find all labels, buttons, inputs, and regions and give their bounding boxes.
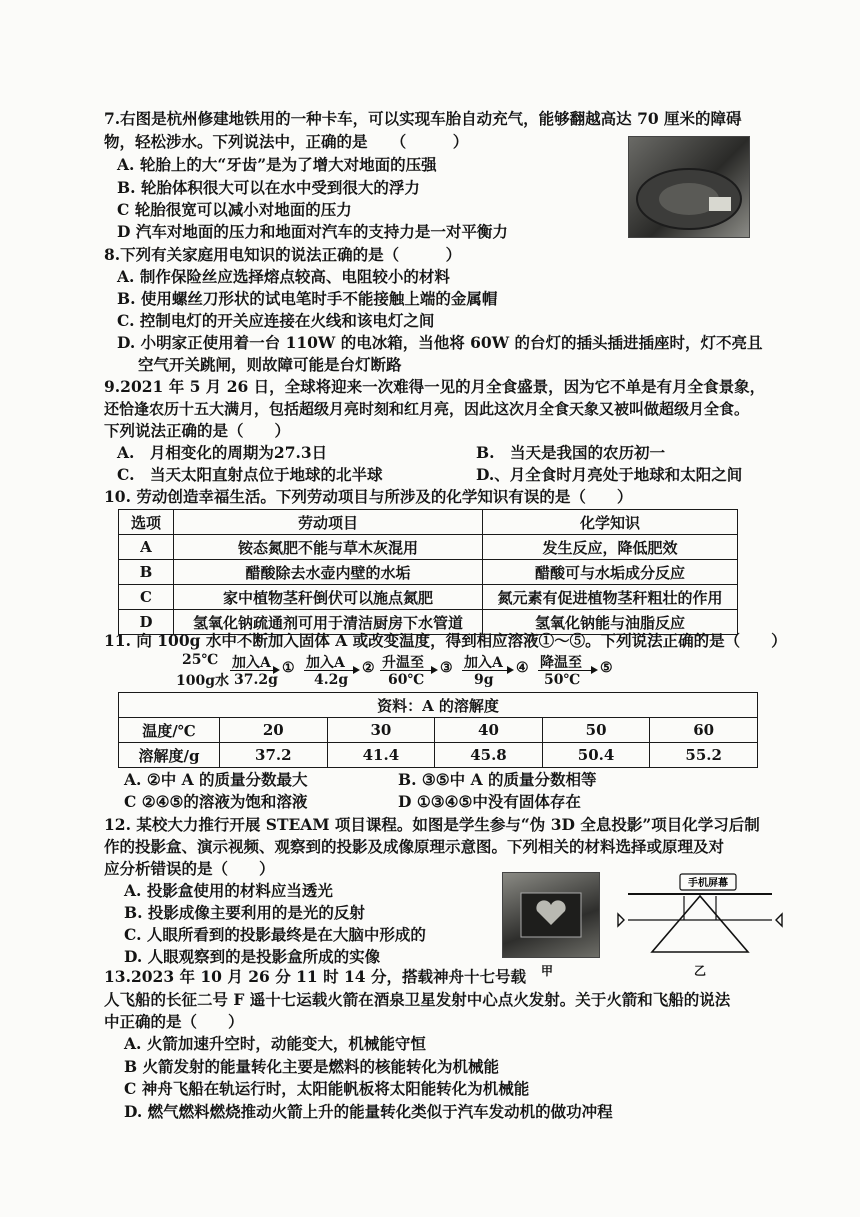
solubility-cell: 37.2 bbox=[220, 743, 328, 768]
row-chem-knowledge: 发生反应，降低肥效 bbox=[483, 535, 738, 560]
step3-top: 升温至 bbox=[382, 655, 424, 671]
arrow-4 bbox=[462, 670, 512, 671]
row-option: B bbox=[119, 560, 174, 585]
q12-option-c: C. 人眼所看到的投影最终是在大脑中形成的 bbox=[124, 925, 426, 944]
solubility-cell: 50.4 bbox=[542, 743, 650, 768]
arrow-3 bbox=[380, 670, 436, 671]
result-5: ⑤ bbox=[600, 660, 613, 676]
q7-option-b: B. 轮胎体积很大可以在水中受到很大的浮力 bbox=[117, 178, 420, 197]
q13-stem-line1: 13.2023 年 10 月 26 分 11 时 14 分，搭载神舟十七号载 bbox=[104, 967, 526, 986]
row-chem-knowledge: 氢氧化钠能与油脂反应 bbox=[483, 610, 738, 635]
phone-screen-label: 手机屏幕 bbox=[688, 878, 728, 889]
row-option: C bbox=[119, 585, 174, 610]
q7-option-c: C 轮胎很宽可以减小对地面的压力 bbox=[117, 200, 352, 219]
q9-option-d: D.、月全食时月亮处于地球和太阳之间 bbox=[476, 465, 743, 484]
q8-option-d-line2: 空气开关跳闸，则故障可能是台灯断路 bbox=[138, 355, 402, 374]
result-4: ④ bbox=[516, 660, 529, 676]
q9-stem-line2: 还恰逢农历十五大满月，包括超级月亮时刻和红月亮，因此这次月全食天象又被叫做超级月全食。 bbox=[104, 400, 750, 418]
q11-option-d: D ①③④⑤中没有固体存在 bbox=[398, 792, 581, 811]
q8-option-b: B. 使用螺丝刀形状的试电笔时手不能接触上端的金属帽 bbox=[117, 289, 498, 308]
q11-option-a: A. ②中 A 的质量分数最大 bbox=[124, 770, 308, 789]
step1-top: 加入A bbox=[232, 655, 271, 671]
q9-option-a: A. 月相变化的周期为27.3日 bbox=[117, 443, 328, 462]
q13-option-d: D. 燃气燃料燃烧推动火箭上升的能量转化类似于汽车发动机的做功冲程 bbox=[124, 1102, 613, 1121]
table-row bbox=[119, 718, 758, 743]
q12-stem-line1: 12. 某校大力推行开展 STEAM 项目课程。如图是学生参与“伪 3D 全息投影”项目化学习后制 bbox=[104, 815, 760, 834]
truck-tire-photo bbox=[628, 136, 750, 238]
q11-stem: 11. 向 100g 水中不断加入固体 A 或改变温度，得到相应溶液①～⑤。下列说法正确的是（ ） bbox=[104, 631, 787, 650]
row-chem-knowledge: 醋酸可与水垢成分反应 bbox=[483, 560, 738, 585]
step1-bottom: 37.2g bbox=[234, 672, 278, 688]
q12-stem-line2: 作的投影盒、演示视频、观察到的投影及成像原理示意图。下列相关的材料选择或原理及对 bbox=[104, 837, 725, 856]
figure-jia-label: 甲 bbox=[541, 964, 554, 978]
step2-top: 加入A bbox=[306, 655, 345, 671]
start-temp: 25℃ bbox=[182, 652, 219, 668]
q11-option-c: C ②④⑤的溶液为饱和溶液 bbox=[124, 792, 308, 811]
temp-cell: 50 bbox=[542, 718, 650, 743]
solubility-label: 溶解度/g bbox=[119, 743, 220, 768]
q9-stem-line3: 下列说法正确的是（ ） bbox=[104, 421, 291, 440]
arrow-2 bbox=[304, 670, 358, 671]
header-option: 选项 bbox=[119, 510, 174, 535]
solubility-cell: 41.4 bbox=[327, 743, 435, 768]
solubility-cell: 45.8 bbox=[435, 743, 543, 768]
q8-stem: 8.下列有关家庭用电知识的说法正确的是（ ） bbox=[104, 245, 462, 264]
row-option: A bbox=[119, 535, 174, 560]
result-2: ② bbox=[362, 660, 375, 676]
solubility-table-title: 资料：A 的溶解度 bbox=[119, 693, 758, 718]
q7-option-a: A. 轮胎上的大“牙齿”是为了增大对地面的压强 bbox=[117, 155, 437, 174]
truck-tire-illustration bbox=[629, 137, 749, 237]
q11-option-b: B. ③⑤中 A 的质量分数相等 bbox=[398, 770, 597, 789]
table-row bbox=[119, 585, 738, 610]
q10-table bbox=[118, 509, 738, 635]
solubility-cell: 55.2 bbox=[650, 743, 758, 768]
table-row bbox=[119, 535, 738, 560]
table-header-row bbox=[119, 510, 738, 535]
q13-option-a: A. 火箭加速升空时，动能变大，机械能守恒 bbox=[124, 1034, 426, 1053]
q9-stem-line1: 9.2021 年 5 月 26 日，全球将迎来一次难得一见的月全食盛景，因为它不单是有月全食景象， bbox=[104, 377, 766, 396]
q8-option-c: C. 控制电灯的开关应连接在火线和该电灯之间 bbox=[117, 311, 435, 330]
row-labor-item: 醋酸除去水壶内壁的水垢 bbox=[174, 560, 483, 585]
start-water: 100g水 bbox=[176, 673, 230, 689]
q7-option-d: D 汽车对地面的压力和地面对汽车的支持力是一对平衡力 bbox=[117, 222, 508, 241]
q7-stem-line2: 物，轻松涉水。下列说法中，正确的是 （ ） bbox=[104, 132, 469, 151]
result-1: ① bbox=[282, 660, 295, 676]
temp-cell: 20 bbox=[220, 718, 328, 743]
table-row bbox=[119, 560, 738, 585]
q7-stem-line1: 7.右图是杭州修建地铁用的一种卡车，可以实现车胎自动充气，能够翻越高达 70 厘米的障碍 bbox=[104, 109, 742, 128]
q9-option-c: C. 当天太阳直射点位于地球的北半球 bbox=[117, 465, 383, 484]
arrow-1 bbox=[230, 670, 278, 671]
temp-cell: 40 bbox=[435, 718, 543, 743]
q10-stem: 10. 劳动创造幸福生活。下列劳动项目与所涉及的化学知识有误的是（ ） bbox=[104, 487, 633, 506]
row-chem-knowledge: 氮元素有促进植物茎秆粗壮的作用 bbox=[483, 585, 738, 610]
step4-top: 加入A bbox=[464, 655, 503, 671]
result-3: ③ bbox=[440, 660, 453, 676]
arrow-5 bbox=[538, 670, 596, 671]
figure-yi-label: 乙 bbox=[694, 964, 707, 978]
table-row bbox=[119, 743, 758, 768]
q8-option-d-line1: D. 小明家正使用着一台 110W 的电冰箱，当他将 60W 的台灯的插头插进插座时，灯不亮且 bbox=[117, 333, 763, 352]
q11-solubility-table bbox=[118, 692, 758, 768]
step5-bottom: 50℃ bbox=[544, 672, 581, 688]
q8-option-a: A. 制作保险丝应选择熔点较高、电阻较小的材料 bbox=[117, 267, 450, 286]
step3-bottom: 60℃ bbox=[388, 672, 425, 688]
q13-option-c: C 神舟飞船在轨运行时，太阳能帆板将太阳能转化为机械能 bbox=[124, 1079, 530, 1098]
projection-heart-illustration bbox=[503, 873, 599, 957]
temp-label: 温度/℃ bbox=[119, 718, 220, 743]
step4-bottom: 9g bbox=[474, 672, 494, 688]
q12-option-a: A. 投影盒使用的材料应当透光 bbox=[124, 881, 333, 900]
row-labor-item: 铵态氮肥不能与草木灰混用 bbox=[174, 535, 483, 560]
projection-principle-diagram bbox=[614, 872, 784, 972]
row-labor-item: 氢氧化钠疏通剂可用于清洁厨房下水管道 bbox=[174, 610, 483, 635]
step2-bottom: 4.2g bbox=[314, 672, 349, 688]
q12-stem-line3: 应分析错误的是（ ） bbox=[104, 859, 275, 878]
step5-top: 降温至 bbox=[540, 655, 582, 671]
header-chem-knowledge: 化学知识 bbox=[483, 510, 738, 535]
q12-option-b: B. 投影成像主要利用的是光的反射 bbox=[124, 903, 365, 922]
q13-stem-line2: 人飞船的长征二号 F 遥十七运载火箭在酒泉卫星发射中心点火发射。关于火箭和飞船的说法 bbox=[104, 990, 731, 1009]
q9-option-b: B. 当天是我国的农历初一 bbox=[476, 443, 665, 462]
row-option: D bbox=[119, 610, 174, 635]
header-labor-item: 劳动项目 bbox=[174, 510, 483, 535]
q13-stem-line3: 中正确的是（ ） bbox=[104, 1012, 244, 1031]
temp-cell: 60 bbox=[650, 718, 758, 743]
temp-cell: 30 bbox=[327, 718, 435, 743]
row-labor-item: 家中植物茎秆倒伏可以施点氮肥 bbox=[174, 585, 483, 610]
projection-box-photo bbox=[502, 872, 600, 958]
q13-option-b: B 火箭发射的能量转化主要是燃料的核能转化为机械能 bbox=[124, 1057, 499, 1076]
q12-option-d: D. 人眼观察到的是投影盒所成的实像 bbox=[124, 947, 381, 966]
q11-process-flow bbox=[176, 652, 636, 692]
